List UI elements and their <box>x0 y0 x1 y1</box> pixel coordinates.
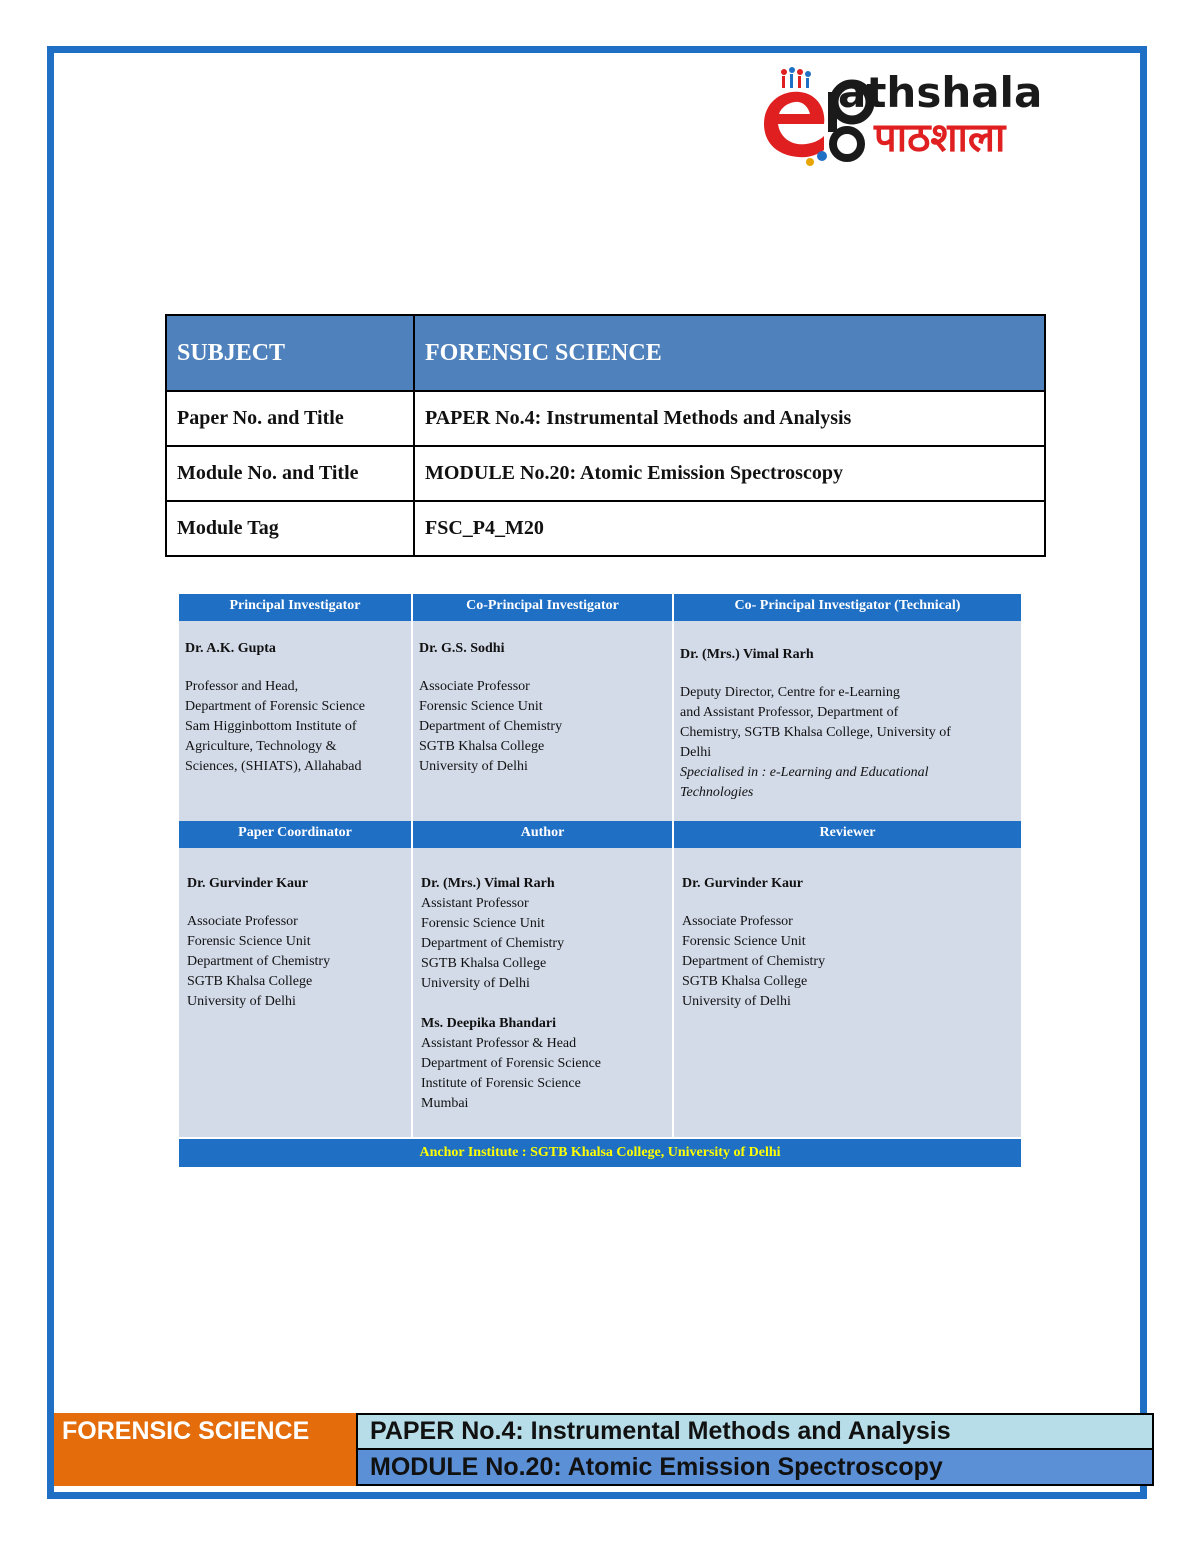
affiliation-line: Agriculture, Technology & <box>185 739 337 754</box>
affiliation-line: and Assistant Professor, Department of <box>680 705 899 720</box>
header-co-principal-investigator-technical: Co- Principal Investigator (Technical) <box>674 594 1021 621</box>
logo-figures-icon <box>781 67 811 88</box>
specialisation-line: Technologies <box>680 785 754 800</box>
logo-text-hindi: पाठशाला <box>874 115 1006 161</box>
paper-label: Paper No. and Title <box>166 391 414 446</box>
module-value: MODULE No.20: Atomic Emission Spectroscopy <box>414 446 1045 501</box>
person-name: Dr. G.S. Sodhi <box>419 641 505 656</box>
affiliation-line: Sciences, (SHIATS), Allahabad <box>185 759 362 774</box>
header-co-principal-investigator: Co-Principal Investigator <box>413 594 674 621</box>
affiliation-line: Department of Chemistry <box>421 936 565 951</box>
credits-table <box>179 594 1021 1167</box>
author-cell <box>413 848 674 1137</box>
module-tag-label: Module Tag <box>166 501 414 556</box>
header-author: Author <box>413 821 674 848</box>
logo-text-english: athshala <box>838 68 1043 117</box>
affiliation-line: Assistant Professor & Head <box>421 1036 577 1051</box>
affiliation-line: Associate Professor <box>187 914 298 929</box>
affiliation-line: University of Delhi <box>421 976 530 991</box>
header-reviewer: Reviewer <box>674 821 1021 848</box>
affiliation-line: Department of Chemistry <box>419 719 563 734</box>
principal-investigator-cell <box>179 621 413 821</box>
paper-coordinator-cell <box>179 848 413 1137</box>
affiliation-line: Department of Forensic Science <box>421 1056 601 1071</box>
affiliation-line: SGTB Khalsa College <box>421 956 547 971</box>
co-principal-investigator-cell <box>413 621 674 821</box>
affiliation-line: Deputy Director, Centre for e-Learning <box>680 685 900 700</box>
logo-e-icon <box>764 92 824 157</box>
footer-module: MODULE No.20: Atomic Emission Spectroscopy <box>356 1450 1154 1486</box>
person-name: Ms. Deepika Bhandari <box>421 1016 556 1031</box>
affiliation-line: University of Delhi <box>187 994 296 1009</box>
affiliation-line: Forensic Science Unit <box>421 916 545 931</box>
subject-value: FORENSIC SCIENCE <box>414 315 1045 391</box>
header-paper-coordinator: Paper Coordinator <box>179 821 413 848</box>
affiliation-line: SGTB Khalsa College <box>682 974 808 989</box>
credits-body-row-1 <box>179 621 1021 821</box>
credits-header-row-2 <box>179 821 1021 848</box>
affiliation-line: Department of Chemistry <box>187 954 331 969</box>
module-label: Module No. and Title <box>166 446 414 501</box>
affiliation-line: SGTB Khalsa College <box>187 974 313 989</box>
subject-table-header <box>166 315 1045 391</box>
affiliation-line: Forensic Science Unit <box>682 934 806 949</box>
specialisation-line: Specialised in : e-Learning and Educational <box>680 765 929 780</box>
affiliation-line: Associate Professor <box>419 679 530 694</box>
affiliation-line: SGTB Khalsa College <box>419 739 545 754</box>
affiliation-line: Institute of Forensic Science <box>421 1076 581 1091</box>
footer-paper: PAPER No.4: Instrumental Methods and Analysis <box>356 1413 1154 1450</box>
person-name: Dr. A.K. Gupta <box>185 641 276 656</box>
affiliation-line: Chemistry, SGTB Khalsa College, University of <box>680 725 951 740</box>
person-name: Dr. Gurvinder Kaur <box>682 876 803 891</box>
affiliation-line: Delhi <box>680 745 712 760</box>
person-name: Dr. Gurvinder Kaur <box>187 876 308 891</box>
table-row <box>166 501 1045 556</box>
person-name: Dr. (Mrs.) Vimal Rarh <box>421 876 555 891</box>
person-name: Dr. (Mrs.) Vimal Rarh <box>680 647 814 662</box>
affiliation-line: Professor and Head, <box>185 679 299 694</box>
anchor-institute: Anchor Institute : SGTB Khalsa College, University of Delhi <box>179 1137 1021 1167</box>
reviewer-cell <box>674 848 1021 1137</box>
subject-table <box>165 314 1046 557</box>
table-row <box>166 391 1045 446</box>
affiliation-line: Forensic Science Unit <box>419 699 543 714</box>
affiliation-line: Department of Forensic Science <box>185 699 365 714</box>
affiliation-line: Mumbai <box>421 1096 469 1111</box>
affiliation-line: Department of Chemistry <box>682 954 826 969</box>
co-principal-investigator-technical-cell <box>674 621 1021 821</box>
table-row <box>166 446 1045 501</box>
header-principal-investigator: Principal Investigator <box>179 594 413 621</box>
affiliation-line: Assistant Professor <box>421 896 529 911</box>
affiliation-line: University of Delhi <box>419 759 528 774</box>
affiliation-line: Forensic Science Unit <box>187 934 311 949</box>
footer-subject: FORENSIC SCIENCE <box>54 1413 356 1486</box>
credits-body-row-2 <box>179 848 1021 1137</box>
subject-label: SUBJECT <box>166 315 414 391</box>
affiliation-line: Sam Higginbottom Institute of <box>185 719 357 734</box>
affiliation-line: University of Delhi <box>682 994 791 1009</box>
paper-value: PAPER No.4: Instrumental Methods and Analysis <box>414 391 1045 446</box>
affiliation-line: Associate Professor <box>682 914 793 929</box>
module-tag-value: FSC_P4_M20 <box>414 501 1045 556</box>
credits-header-row-1 <box>179 594 1021 621</box>
